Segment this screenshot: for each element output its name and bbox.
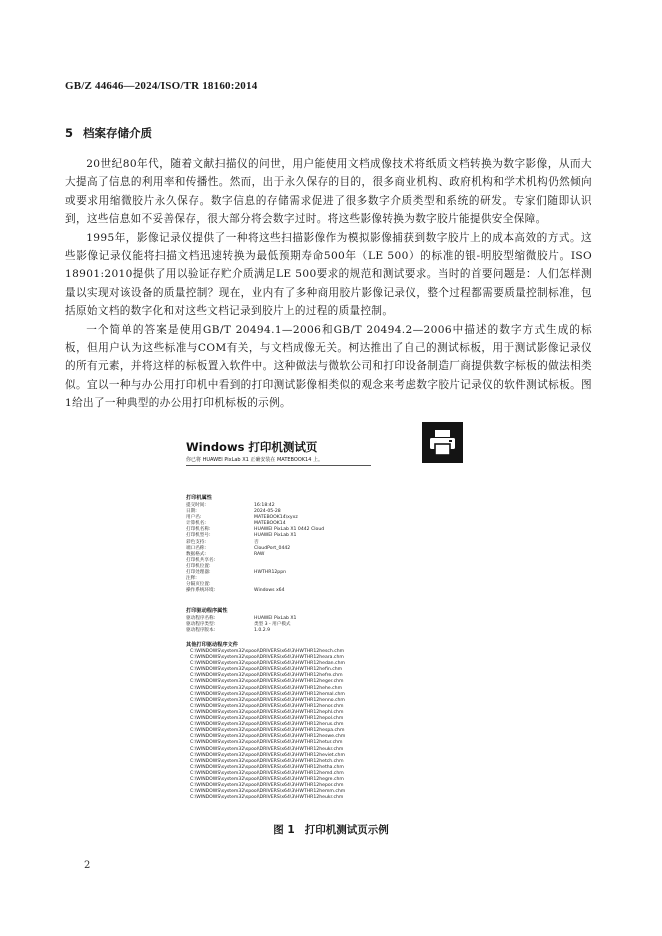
driver-file-item: C:\WINDOWS\system32\spool\DRIVERS\x64\3\HWTHR12henor.chm	[190, 703, 344, 709]
printer-property-value: MATEBOOK14\xyxz	[254, 515, 298, 521]
driver-property-key: 驱动程序版本:	[186, 628, 216, 634]
printer-property-value: MATEBOOK14	[254, 521, 286, 527]
driver-file-item: C:\WINDOWS\system32\spool\DRIVERS\x64\3\HWTHR12hehe.chm	[190, 685, 343, 691]
printer-property-value: RAW	[254, 551, 265, 557]
printer-icon	[422, 422, 463, 463]
printer-property-key: 提交时间:	[186, 503, 206, 508]
test-page-subtitle: 你已将 HUAWEI PixLab X1 正确安装在 MATEBOOK14 上。	[186, 456, 371, 466]
printer-property-key: 数据格式:	[186, 551, 206, 557]
driver-file-item: C:\WINDOWS\system32\spool\DRIVERS\x64\3\HWTHR12hegre.chm	[190, 776, 344, 782]
printer-property-value: 16:18:42	[254, 503, 275, 508]
driver-file-item: C:\WINDOWS\system32\spool\DRIVERS\x64\3\HWTHR12hemd.chm	[190, 770, 344, 776]
driver-property-key: 驱动程序名称:	[186, 616, 216, 621]
section-heading	[65, 125, 152, 141]
printer-property-key: 操作系统环境:	[186, 588, 216, 594]
driver-file-item: C:\WINDOWS\system32\spool\DRIVERS\x64\3\HWTHR12hefin.chm	[190, 667, 343, 673]
printer-property-value: Windows x64	[254, 588, 285, 594]
printer-test-page-figure	[186, 422, 463, 808]
driver-file-item: C:\WINDOWS\system32\spool\DRIVERS\x64\3\HWTHR12heviet.chm	[190, 752, 345, 758]
driver-property-value: 1.0.2.9	[254, 628, 271, 634]
driver-file-item: C:\WINDOWS\system32\spool\DRIVERS\x64\3\HWTHR12heukr.chm	[190, 795, 344, 801]
driver-file-item: C:\WINDOWS\system32\spool\DRIVERS\x64\3\HWTHR12hepol.chm	[190, 716, 344, 722]
driver-file-item: C:\WINDOWS\system32\spool\DRIVERS\x64\3\HWTHR12hemm.chm	[190, 789, 346, 795]
paragraph-1: 20世纪80年代，随着文献扫描仪的问世，用户能使用文档成像技术将纸质文档转换为数字影像，从而大大提高了信息的利用率和传播性。然而，出于永久保存的目的，很多商业机构、政府机构和学术机构仍然倾向或要求用缩微胶片永久保存。数字信息的存储需求促进了很多数字介质类型和系统的研发。专家们随即认识到，这些信息如不妥善保存，很大部分将会数字过时。将这些影像转换为数字胶片能提供安全保障。	[65, 158, 592, 226]
printer-property-row	[186, 588, 324, 594]
body-text	[65, 155, 592, 413]
driver-files-list	[186, 649, 345, 801]
driver-file-item: C:\WINDOWS\system32\spool\DRIVERS\x64\3\HWTHR12heara.chm	[190, 655, 344, 661]
driver-property-value: HUAWEI PixLab X1	[254, 616, 297, 621]
paragraph-2: 1995年，影像记录仪提供了一种将这些扫描影像作为模拟影像捕获到数字胶片上的成本高效的方式。这些影像记录仪能将扫描文档迅速转换为最低预期寿命500年（LE 500）的标准的银-明胶型缩微胶片。ISO 18901:2010提供了用以验证存贮介质满足LE 500要求的规范和测试要求。当时的首要问题是：人们怎样测量以实现对该设备的质量控制？现在，业内有了多种商用胶片影像记录仪，整个过程都需要质量控制标准，包括原始文档的数字化和对这些文档记录到胶片上的过程的质量控制。	[65, 231, 592, 318]
document-header: GB/Z 44646—2024/ISO/TR 18160:2014	[65, 80, 258, 92]
printer-property-key: 分隔页位置:	[186, 582, 211, 588]
driver-property-key: 驱动程序类型:	[186, 622, 216, 628]
section-number: 5	[65, 126, 74, 140]
printer-property-key: 日期:	[186, 509, 197, 515]
figure-number: 图 1	[273, 824, 295, 836]
printer-property-value: CloudPort_0442	[254, 545, 291, 551]
printer-property-key: 端口名称:	[186, 545, 206, 551]
printer-property-key: 彩色支持:	[186, 539, 206, 545]
driver-property-row	[186, 628, 296, 634]
driver-file-item: C:\WINDOWS\system32\spool\DRIVERS\x64\3\HWTHR12hetha.chm	[190, 764, 344, 770]
driver-file-item: C:\WINDOWS\system32\spool\DRIVERS\x64\3\HWTHR12hetur.chm	[190, 740, 343, 746]
printer-property-value: HWTHR12ppn	[254, 570, 287, 576]
printer-property-key: 用户名:	[186, 515, 202, 521]
driver-file-item: C:\WINDOWS\system32\spool\DRIVERS\x64\3\HWTHR12herus.chm	[190, 722, 344, 728]
printer-property-key: 计算机名:	[186, 521, 206, 527]
driver-file-item: C:\WINDOWS\system32\spool\DRIVERS\x64\3\HWTHR12hedan.chm	[190, 661, 345, 667]
driver-file-item: C:\WINDOWS\system32\spool\DRIVERS\x64\3\HWTHR12heger.chm	[190, 679, 344, 685]
printer-property-value: HUAWEI PixLab X1	[254, 533, 297, 539]
driver-file-item: C:\WINDOWS\system32\spool\DRIVERS\x64\3\HWTHR12hephl.chm	[190, 709, 344, 715]
driver-files-heading: 其他打印驱动程序文件	[186, 642, 238, 648]
driver-property-value: 类型 3 - 用户模式	[254, 622, 291, 628]
driver-properties-list	[186, 616, 296, 634]
page-number: 2	[84, 860, 91, 871]
printer-property-key: 打印机名称:	[186, 527, 211, 533]
figure-caption	[0, 822, 662, 837]
driver-file-item: C:\WINDOWS\system32\spool\DRIVERS\x64\3\HWTHR12hesch.chm	[190, 649, 345, 654]
printer-property-value: HUAWEI PixLab X1 0442 Cloud	[254, 527, 325, 533]
printer-property-key: 打印处理器:	[186, 570, 211, 576]
driver-file-item: C:\WINDOWS\system32\spool\DRIVERS\x64\3\HWTHR12henno.chm	[190, 697, 345, 703]
figure-caption-text: 打印机测试页示例	[304, 824, 389, 836]
printer-property-value: 否	[254, 539, 259, 545]
driver-file-item: C:\WINDOWS\system32\spool\DRIVERS\x64\3\HWTHR12hespa.chm	[190, 728, 345, 734]
printer-property-value: 2024-05-28	[254, 509, 281, 515]
driver-properties-heading: 打印驱动程序属性	[186, 608, 228, 614]
section-title: 档案存储介质	[83, 126, 153, 140]
driver-file-item: C:\WINDOWS\system32\spool\DRIVERS\x64\3\HWTHR12heukr.chm	[190, 746, 344, 752]
driver-file-item: C:\WINDOWS\system32\spool\DRIVERS\x64\3\HWTHR12heswe.chm	[190, 734, 346, 740]
paragraph-3: 一个简单的答案是使用GB/T 20494.1—2006和GB/T 20494.2—2006中描述的数字方式生成的标板，但用户认为这些标准与COM有关，与文档成像无关。柯达推出了自己的测试标板，用于测试影像记录仪的所有元素，并将这样的标板置入软件中。这种做法与微软公司和打印设备制造厂商提供数字标板的做法相类似。宜以一种与办公用打印机中看到的打印测试影像相类似的观念来考虑数字胶片记录仪的软件测试标板。图1给出了一种典型的办公用打印机标板的示例。	[65, 323, 592, 410]
test-page-title: Windows 打印机测试页	[186, 440, 318, 454]
driver-file-item: C:\WINDOWS\system32\spool\DRIVERS\x64\3\HWTHR12hefre.chm	[190, 673, 343, 679]
printer-property-key: 打印机共享名:	[186, 557, 216, 563]
driver-file-item: C:\WINDOWS\system32\spool\DRIVERS\x64\3\HWTHR12hemal.chm	[190, 691, 345, 697]
printer-properties-list	[186, 503, 324, 594]
printer-property-key: 打印机位置:	[186, 563, 211, 569]
driver-file-item: C:\WINDOWS\system32\spool\DRIVERS\x64\3\HWTHR12hetch.chm	[190, 758, 344, 764]
printer-property-key: 打印机型号:	[186, 533, 211, 539]
printer-properties-heading: 打印机属性	[186, 495, 212, 501]
printer-property-key: 注释:	[186, 576, 197, 582]
driver-file-item: C:\WINDOWS\system32\spool\DRIVERS\x64\3\HWTHR12hepor.chm	[190, 783, 344, 789]
